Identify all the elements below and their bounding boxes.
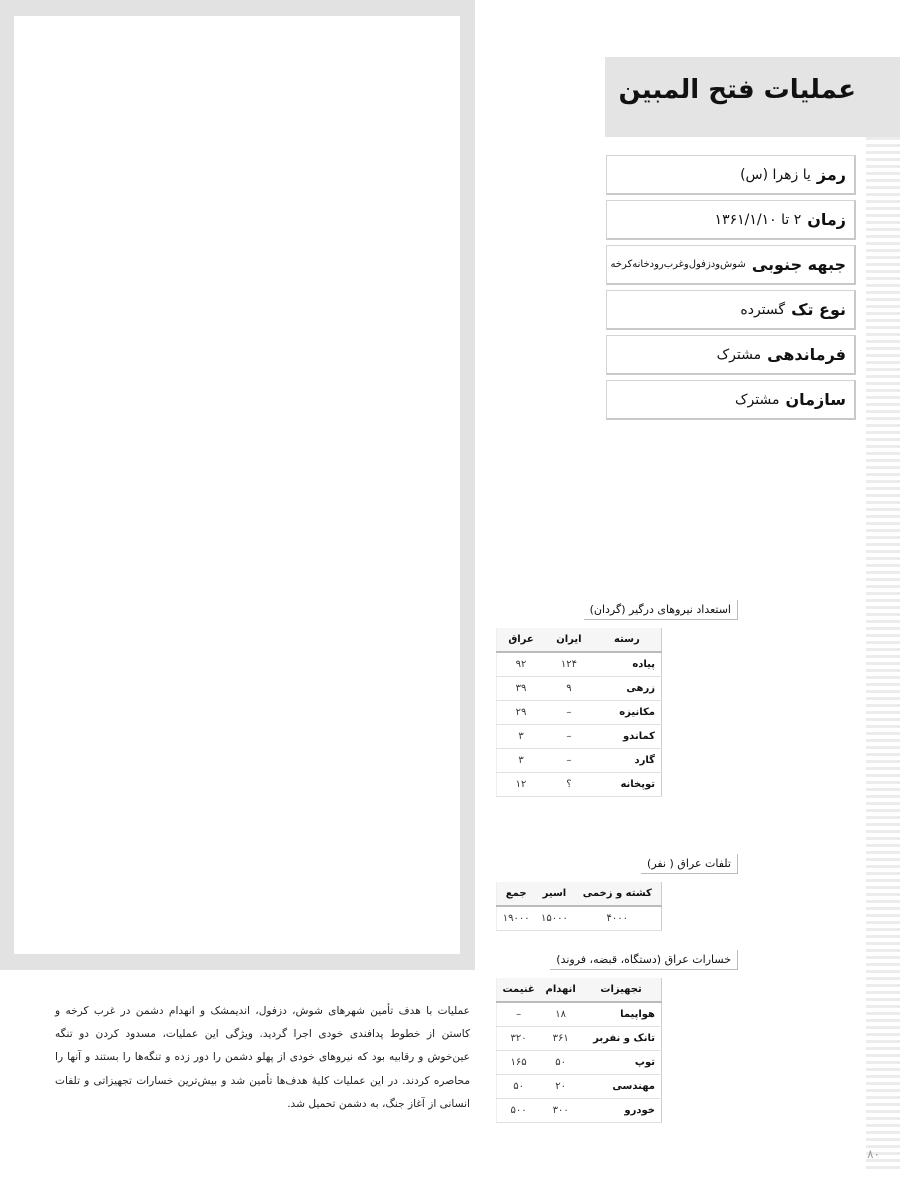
table-cell: گارد (593, 749, 662, 773)
column-header: تجهیزات (581, 978, 661, 1002)
table-row (497, 1027, 662, 1051)
info-row-code (606, 155, 856, 195)
column-header: کشته و زخمی (574, 882, 662, 906)
table-cell: ۱۹۰۰۰ (497, 906, 536, 931)
table-cell: تانک و نفربر (581, 1027, 661, 1051)
column-header: جمع (497, 882, 536, 906)
info-row-command (606, 335, 856, 375)
column-header: اسیر (535, 882, 573, 906)
table-cell: ۳ (497, 725, 546, 749)
forces-table (496, 628, 662, 797)
table-row (497, 652, 662, 677)
info-row-time (606, 200, 856, 240)
losses-table (496, 978, 662, 1123)
table-cell: کماندو (593, 725, 662, 749)
operation-info-list (606, 155, 856, 425)
column-header: عراق (497, 628, 546, 652)
info-value: مشترک (735, 391, 780, 408)
decorative-stripes (866, 60, 900, 1170)
page-number: ۸۰ (867, 1147, 880, 1161)
info-label: رمز (816, 165, 846, 184)
column-header: انهدام (540, 978, 581, 1002)
photo-frame (0, 0, 475, 970)
column-header: غنیمت (497, 978, 541, 1002)
title-box (605, 57, 900, 137)
table-cell: ۴۰۰۰ (574, 906, 662, 931)
table-cell: توپخانه (593, 773, 662, 797)
body-paragraph: عملیات با هدف تأمین شهرهای شوش، دزفول، اندیمشک و انهدام دشمن در غرب کرخه و کاستن از خطوط پدافندی خودی اجرا گردید. ویژگی این عملیات، مسدود کردن دو تنگه عین‌خوش و رقابیه بود که نیروهای خودی از پهلو دشمن را دور زده و تنگه‌ها را بستند و آنها را محاصره کردند. در این عملیات کلیهٔ هدف‌ها تأمین شد و بیش‌ترین خسارات تجهیزاتی و تلفات انسانی از آغاز جنگ، به دشمن تحمیل شد. (55, 1005, 470, 1110)
table-cell: ۱۶۵ (497, 1051, 541, 1075)
table-cell: ۹۲ (497, 652, 546, 677)
table-row (497, 906, 662, 931)
table-cell: زرهی (593, 677, 662, 701)
info-row-attack-type (606, 290, 856, 330)
table-row (497, 1002, 662, 1027)
table-row (497, 773, 662, 797)
losses-table-title: خسارات عراق (دستگاه، قبضه، فروند) (550, 950, 738, 970)
info-label: فرماندهی (767, 345, 846, 364)
table-cell: – (545, 749, 593, 773)
table-cell: ۱۸ (540, 1002, 581, 1027)
page-title: عملیات فتح المبین (618, 75, 856, 105)
table-cell: ۳۹ (497, 677, 546, 701)
table-cell: مهندسی (581, 1075, 661, 1099)
column-header: ایران (545, 628, 593, 652)
table-row (497, 749, 662, 773)
table-row (497, 701, 662, 725)
info-label: سازمان (785, 390, 846, 409)
table-row (497, 677, 662, 701)
info-value: ۲ تا ۱۳۶۱/۱/۱۰ (714, 211, 802, 228)
table-cell: ۹ (545, 677, 593, 701)
table-cell: ۱۲۴ (545, 652, 593, 677)
table-row (497, 725, 662, 749)
info-label: جبهه جنوبی (751, 255, 846, 274)
info-value: گسترده (740, 301, 786, 318)
table-cell: – (545, 725, 593, 749)
info-value: شوش‌ودزفول‌وغرب‌رودخانه‌کرخه (610, 259, 746, 270)
table-row (497, 1051, 662, 1075)
table-cell: مکانیزه (593, 701, 662, 725)
forces-table-title: استعداد نیروهای درگیر (گردان) (584, 600, 738, 620)
table-cell: ۱۵۰۰۰ (535, 906, 573, 931)
casualties-table (496, 882, 662, 931)
column-header: رسته (593, 628, 662, 652)
table-cell: ۲۰ (540, 1075, 581, 1099)
table-cell: – (497, 1002, 541, 1027)
photo-placeholder (14, 16, 460, 954)
info-value: مشترک (716, 346, 762, 363)
info-label: زمان (807, 210, 846, 229)
table-row (497, 1099, 662, 1123)
table-cell: توپ (581, 1051, 661, 1075)
table-cell: ۵۰ (497, 1075, 541, 1099)
table-cell: ۲۹ (497, 701, 546, 725)
info-row-front (606, 245, 856, 285)
table-cell: ۱۲ (497, 773, 546, 797)
casualties-table-title: تلفات عراق ( نفر) (641, 854, 738, 874)
table-cell: ۳ (497, 749, 546, 773)
table-cell: ؟ (545, 773, 593, 797)
table-cell: هواپیما (581, 1002, 661, 1027)
table-cell: – (545, 701, 593, 725)
table-cell: ۵۰ (540, 1051, 581, 1075)
table-cell: ۳۲۰ (497, 1027, 541, 1051)
table-row (497, 1075, 662, 1099)
info-value: یا زهرا (س) (740, 166, 811, 183)
table-cell: خودرو (581, 1099, 661, 1123)
table-cell: ۵۰۰ (497, 1099, 541, 1123)
info-row-organization (606, 380, 856, 420)
table-cell: ۳۰۰ (540, 1099, 581, 1123)
info-label: نوع تک (791, 300, 846, 319)
table-cell: ۳۶۱ (540, 1027, 581, 1051)
table-cell: پیاده (593, 652, 662, 677)
